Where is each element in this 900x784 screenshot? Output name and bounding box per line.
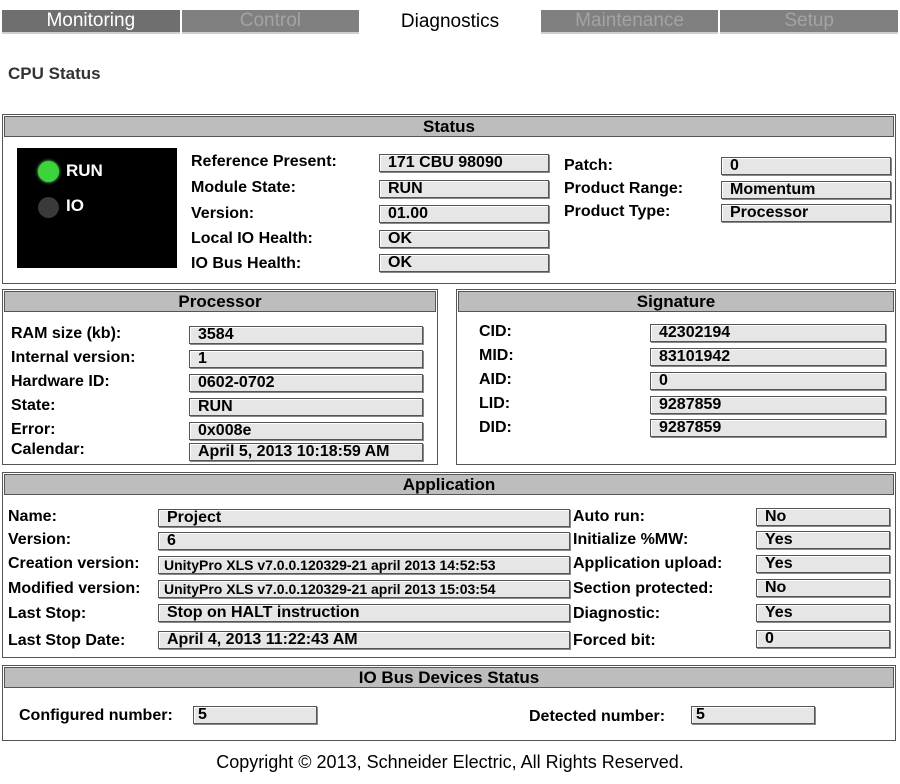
local-io-health-label: Local IO Health: [191,230,313,247]
did-label: DID: [479,419,512,436]
application-panel-title: Application [4,474,894,495]
led-indicator-box [17,148,177,268]
page-title: CPU Status [8,64,101,83]
diagnostic-value: Yes [756,604,890,622]
tab-bar [2,10,898,34]
aid-value: 0 [650,372,886,390]
signature-panel [456,289,896,465]
state-label: State: [11,397,56,414]
reference-present-label: Reference Present: [191,153,337,170]
mid-label: MID: [479,347,514,364]
signature-panel-title: Signature [458,291,894,312]
auto-run-label: Auto run: [573,508,645,525]
last-stop-date-label: Last Stop Date: [8,632,126,649]
state-value: RUN [189,398,423,416]
tab-setup[interactable]: Setup [720,10,898,34]
ram-size-value: 3584 [189,326,423,344]
configured-number-label: Configured number: [19,707,173,724]
calendar-label: Calendar: [11,441,85,458]
auto-run-value: No [756,508,890,526]
aid-label: AID: [479,371,512,388]
app-name-label: Name: [8,508,57,525]
ram-size-label: RAM size (kb): [11,325,122,342]
run-led-icon [38,161,59,182]
io-bus-devices-panel-title: IO Bus Devices Status [4,667,894,688]
processor-panel-title: Processor [4,291,436,312]
application-panel [2,472,896,658]
io-led-label: IO [66,196,84,215]
tab-control[interactable]: Control [182,10,360,34]
detected-number-label: Detected number: [529,708,666,725]
diagnostic-label: Diagnostic: [573,605,661,622]
modified-version-value: UnityPro XLS v7.0.0.120329-21 april 2013 15:03:54 [158,580,570,598]
tab-maintenance[interactable]: Maintenance [541,10,719,34]
version-label: Version: [191,205,255,222]
mid-value: 83101942 [650,348,886,366]
local-io-health-value: OK [379,230,549,248]
lid-label: LID: [479,395,511,412]
hardware-id-value: 0602-0702 [189,374,423,392]
processor-panel [2,289,438,465]
did-value: 9287859 [650,419,886,437]
forced-bit-value: 0 [756,630,890,648]
internal-version-label: Internal version: [11,349,136,366]
cid-value: 42302194 [650,324,886,342]
creation-version-label: Creation version: [8,555,140,572]
product-range-value: Momentum [721,181,891,199]
io-bus-devices-panel [2,665,896,741]
app-version-label: Version: [8,531,72,548]
module-state-label: Module State: [191,179,296,196]
io-led-icon [38,197,59,218]
application-upload-value: Yes [756,555,890,573]
internal-version-value: 1 [189,350,423,368]
last-stop-value: Stop on HALT instruction [158,604,570,622]
patch-label: Patch: [564,157,613,174]
product-range-label: Product Range: [564,180,684,197]
hardware-id-label: Hardware ID: [11,373,110,390]
reference-present-value: 171 CBU 98090 [379,154,549,172]
module-state-value: RUN [379,180,549,198]
product-type-label: Product Type: [564,203,671,220]
run-led-label: RUN [66,161,103,180]
configured-number-value: 5 [193,706,317,724]
version-value: 01.00 [379,205,549,223]
last-stop-date-value: April 4, 2013 11:22:43 AM [158,631,570,649]
creation-version-value: UnityPro XLS v7.0.0.120329-21 april 2013 14:52:53 [158,556,570,574]
application-upload-label: Application upload: [573,555,723,572]
detected-number-value: 5 [691,706,815,724]
error-value: 0x008e [189,422,423,440]
app-version-value: 6 [158,532,570,550]
section-protected-value: No [756,579,890,597]
status-panel-title: Status [4,116,894,137]
last-stop-label: Last Stop: [8,605,87,622]
calendar-value: April 5, 2013 10:18:59 AM [189,443,423,461]
cid-label: CID: [479,323,512,340]
initialize-mw-value: Yes [756,531,890,549]
forced-bit-label: Forced bit: [573,632,656,649]
tab-diagnostics[interactable]: Diagnostics [361,10,539,34]
tab-monitoring[interactable]: Monitoring [2,10,180,34]
copyright-footer: Copyright © 2013, Schneider Electric, All Rights Reserved. [216,752,684,772]
modified-version-label: Modified version: [8,580,141,597]
io-bus-health-label: IO Bus Health: [191,255,302,272]
section-protected-label: Section protected: [573,580,714,597]
status-panel [2,114,896,284]
product-type-value: Processor [721,204,891,222]
app-name-value: Project [158,509,570,527]
error-label: Error: [11,421,56,438]
lid-value: 9287859 [650,396,886,414]
initialize-mw-label: Initialize %MW: [573,531,689,548]
io-bus-health-value: OK [379,254,549,272]
patch-value: 0 [721,157,891,175]
